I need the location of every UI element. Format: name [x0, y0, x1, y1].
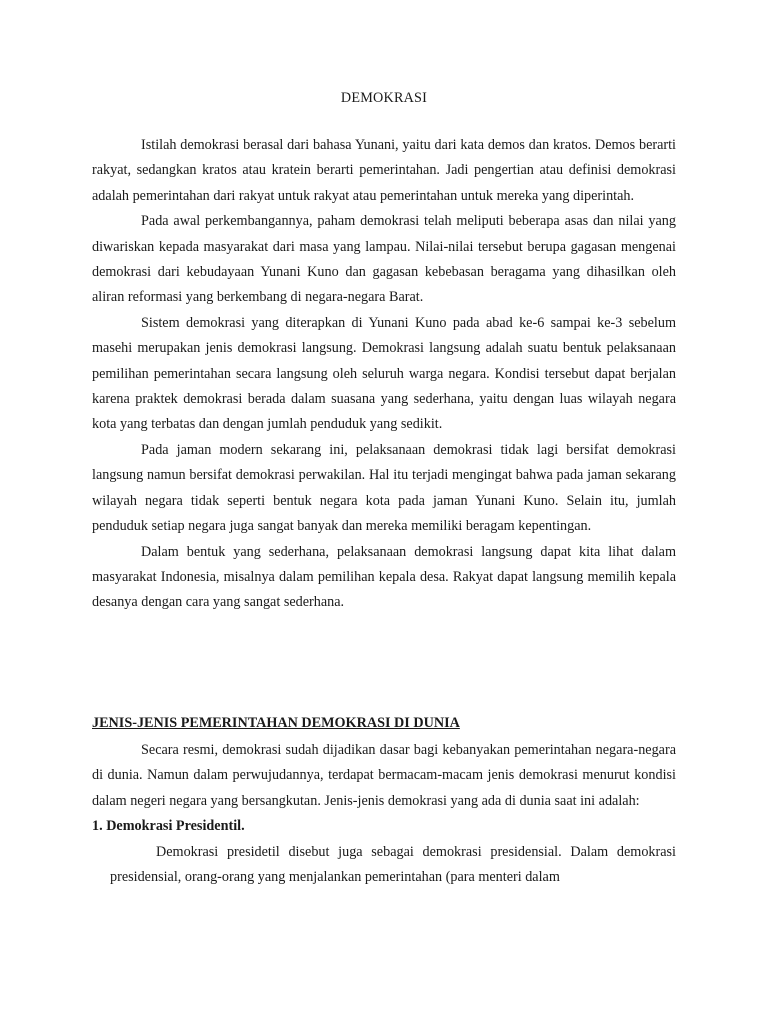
- paragraph-3: Sistem demokrasi yang diterapkan di Yunani Kuno pada abad ke-6 sampai ke-3 sebelum masehi merupakan jenis demokrasi langsung. Demokrasi langsung adalah suatu bentuk pelaksanaan pemilihan pemerintahan secara langsung oleh seluruh warga negara. Kondisi tersebut dapat berjalan karena praktek demokrasi berada dalam suasana yang sederhana, yaitu dengan luas wilayah negara kota yang terbatas dan dengan jumlah penduduk yang sedikit.: [92, 314, 676, 433]
- section-intro: Secara resmi, demokrasi sudah dijadikan dasar bagi kebanyakan pemerintahan negara-negara di dunia. Namun dalam perwujudannya, terdapat bermacam-macam jenis demokrasi menurut kondisi dalam negeri negara yang bersangkutan. Jenis-jenis demokrasi yang ada di dunia saat ini adalah:: [92, 742, 676, 809]
- document-title: DEMOKRASI: [340, 90, 428, 106]
- paragraph-1: Istilah demokrasi berasal dari bahasa Yunani, yaitu dari kata demos dan kratos. Demos berarti rakyat, sedangkan kratos atau kratein berarti pemerintahan. Jadi pengertian atau definisi demokrasi adalah pemerintahan dari rakyat untuk rakyat atau pemerintahan untuk mereka yang diperintah.: [92, 137, 676, 204]
- body-section: [92, 133, 676, 616]
- sub-paragraph: Demokrasi presidetil disebut juga sebagai demokrasi presidensial. Dalam demokrasi presidensial, orang-orang yang menjalankan pemerintahan (para menteri dalam: [110, 843, 676, 886]
- section-body: [92, 738, 676, 890]
- subheading-presidentil: 1. Demokrasi Presidentil.: [92, 818, 245, 835]
- section-heading: JENIS-JENIS PEMERINTAHAN DEMOKRASI DI DUNIA: [92, 715, 460, 731]
- paragraph-2: Pada awal perkembangannya, paham demokrasi telah meliputi beberapa asas dan nilai yang diwariskan kepada masyarakat dari masa yang lampau. Nilai-nilai tersebut berupa gagasan mengenai demokrasi dari kebudayaan Yunani Kuno dan gagasan kebebasan beragama yang dihasilkan oleh aliran reformasi yang berkembang di negara-negara Barat.: [92, 213, 676, 306]
- paragraph-5: Dalam bentuk yang sederhana, pelaksanaan demokrasi langsung dapat kita lihat dalam masyarakat Indonesia, misalnya dalam pemilihan kepala desa. Rakyat dapat langsung memilih kepala desanya dengan cara yang sangat sederhana.: [92, 543, 676, 611]
- paragraph-4: Pada jaman modern sekarang ini, pelaksanaan demokrasi tidak lagi bersifat demokrasi langsung namun bersifat demokrasi perwakilan. Hal itu terjadi mengingat bahwa pada jaman sekarang wilayah negara tidak seperti bentuk negara kota pada jaman Yunani Kuno. Selain itu, jumlah penduduk setiap negara juga sangat banyak dan mereka memiliki beragam kepentingan.: [92, 441, 676, 535]
- indented-block: [110, 840, 676, 891]
